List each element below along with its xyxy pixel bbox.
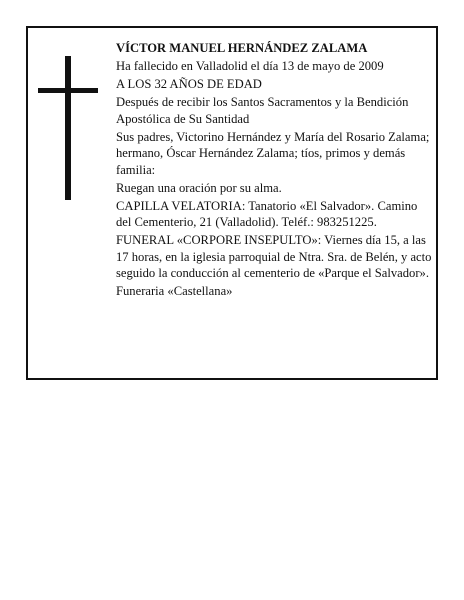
funeral-info: FUNERAL «CORPORE INSEPULTO»: Viernes día 15, a las 17 horas, en la iglesia parroquial de Ntra. Sra. de Belén, y acto seguido la conducción al cementerio de «Parque el Salvador». [116,233,432,280]
wake-chapel-info: CAPILLA VELATORIA: Tanatorio «El Salvador». Camino del Cementerio, 21 (Valladolid). Teléf.: 983251225. [116,198,418,229]
funeral-home: Funeraria «Castellana» [116,284,233,298]
deceased-name: VÍCTOR MANUEL HERNÁNDEZ ZALAMA [116,41,368,55]
family-mourners: Sus padres, Victorino Hernández y María del Rosario Zalama; hermano, Óscar Hernández Zalama; tíos, primos y demás familia: [116,129,430,177]
cross-vertical-bar [65,56,71,200]
cross-icon [38,56,98,200]
sacraments-line: Después de recibir los Santos Sacramentos y la Bendición Apostólica de Su Santidad [116,95,409,126]
notice-text [116,40,434,301]
cross-horizontal-bar [38,88,98,93]
prayer-request: Ruegan una oración por su alma. [116,180,282,195]
obituary-notice [26,26,438,380]
death-announcement: Ha fallecido en Valladolid el día 13 de mayo de 2009 [116,59,384,73]
age-at-death: A LOS 32 AÑOS DE EDAD [116,77,262,91]
